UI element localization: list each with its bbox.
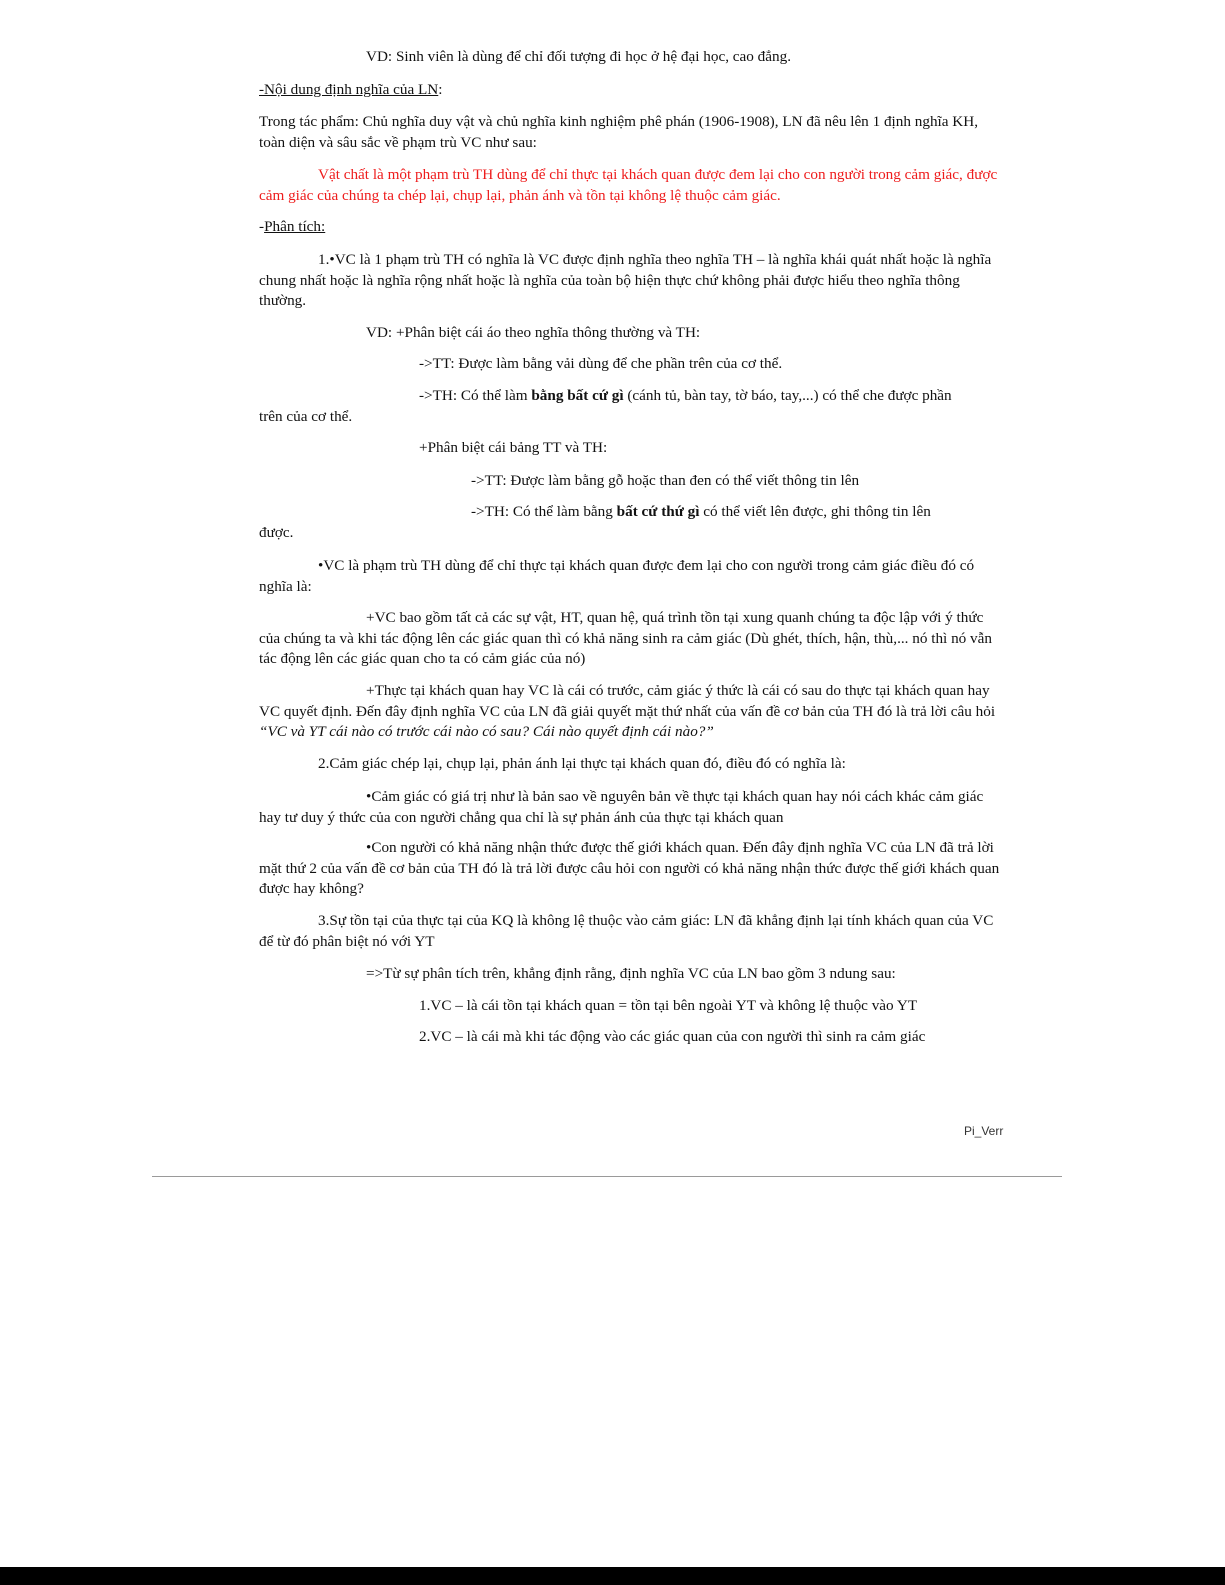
paragraph-copy-of-reality: •Cảm giác có giá trị như là bản sao về nguyên bản về thực tại khách quan hay nói cách khác cảm giác hay tư duy ý thức của con người chẳng qua chỉ là sự phản ánh của thực tại khách quan — [259, 788, 984, 826]
paragraph-conclusion-item-1: 1.VC – là cái tồn tại khách quan = tồn tại bên ngoài YT và không lệ thuộc vào YT — [419, 997, 918, 1014]
paragraph-board-compare: +Phân biệt cái bảng TT và TH: — [419, 439, 608, 456]
paragraph-work-intro: Trong tác phẩm: Chủ nghĩa duy vật và chủ nghĩa kinh nghiệm phê phán (1906-1908), LN đã nêu lên 1 định nghĩa KH, toàn diện và sâu sắc về phạm trù VC như sau: — [259, 113, 979, 151]
board-philosophical-bold: bất cứ thứ gì — [616, 503, 700, 520]
paragraph-board-philosophical — [259, 502, 1004, 543]
heading-analysis-dash: - — [259, 218, 265, 235]
shirt-philosophical-text: ->TH: Có thể làm — [419, 387, 532, 404]
paragraph-conclusion-item-2: 2.VC – là cái mà khi tác động vào các giác quan của con người thì sinh ra cảm giác — [419, 1028, 926, 1045]
document-page — [259, 0, 1004, 1180]
paragraph-point-1: 1.•VC là 1 phạm trù TH có nghĩa là VC được định nghĩa theo nghĩa TH – là nghĩa khái quát nhất hoặc là nghĩa chung nhất hoặc là nghĩa rộng nhất hoặc là nghĩa của toàn bộ hiện thực chứ không phải được hiểu theo nghĩa thông thường. — [259, 251, 992, 309]
paragraph-point-3: 3.Sự tồn tại của thực tại của KQ là không lệ thuộc vào cảm giác: LN đã khẳng định lại tính khách quan của VC để từ đó phân biệt nó với YT — [259, 912, 994, 950]
heading-definition-content — [259, 80, 1004, 101]
paragraph-vc-includes: +VC bao gồm tất cả các sự vật, HT, quan hệ, quá trình tồn tại xung quanh chúng ta độc lập với ý thức của chúng ta và khi tác động lên các giác quan thì có khả năng sinh ra cảm giác (Dù ghét, thích, hận, thù,... nó thì nó vẫn tác động lên các giác quan cho ta có cảm giác của nó) — [259, 609, 992, 667]
shirt-philosophical-continuation: trên của cơ thể. — [259, 407, 353, 425]
paragraph-example-shirt: VD: +Phân biệt cái áo theo nghĩa thông thường và TH: — [366, 324, 701, 341]
paragraph-cognition-ability: •Con người có khả năng nhận thức được thế giới khách quan. Đến đây định nghĩa VC của LN đã trả lời mặt thứ 2 của vấn đề cơ bản của TH đó là trả lời được câu hỏi con người có khả năng nhận thức được thế giới khách quan được hay không? — [259, 839, 1000, 897]
paragraph-objective-reality: •VC là phạm trù TH dùng để chỉ thực tại khách quan được đem lại cho con người trong cảm giác điều đó có nghĩa là: — [259, 557, 975, 595]
reality-first-question: “VC và YT cái nào có trước cái nào có sau? Cái nào quyết định cái nào?” — [259, 723, 714, 740]
paragraph-conclusion: =>Từ sự phân tích trên, khẳng định rằng, định nghĩa VC của LN bao gồm 3 ndung sau: — [366, 965, 896, 982]
paragraph-example-student: VD: Sinh viên là dùng để chỉ đối tượng đi học ở hệ đại học, cao đẳng. — [366, 48, 791, 65]
heading-analysis — [259, 217, 1004, 238]
footer-author: Pi_Verr — [964, 1124, 1004, 1138]
paragraph-reality-first — [259, 681, 1004, 743]
shirt-philosophical-rest: (cánh tủ, bàn tay, tờ báo, tay,...) có thể che được phần — [623, 387, 952, 404]
shirt-philosophical-bold: bằng bất cứ gì — [531, 387, 624, 404]
page-divider — [152, 1176, 1062, 1177]
bottom-bar — [0, 1567, 1225, 1585]
board-philosophical-continuation: được. — [259, 523, 294, 541]
board-philosophical-rest: có thể viết lên được, ghi thông tin lên — [699, 503, 931, 520]
reality-first-text: +Thực tại khách quan hay VC là cái có trước, cảm giác ý thức là cái có sau do thực tại khách quan hay VC quyết định. Đến đây định nghĩa VC của LN đã giải quyết mặt thứ nhất của vấn đề cơ bản của TH đó là trả lời câu hỏi — [259, 682, 996, 720]
paragraph-board-ordinary: ->TT: Được làm bằng gỗ hoặc than đen có thể viết thông tin lên — [471, 472, 860, 489]
board-philosophical-text: ->TH: Có thể làm bằng — [471, 503, 617, 520]
paragraph-shirt-philosophical — [259, 386, 1004, 427]
paragraph-shirt-ordinary: ->TT: Được làm bằng vải dùng để che phần trên của cơ thể. — [419, 355, 783, 372]
heading-analysis-label: Phân tích: — [264, 218, 326, 235]
paragraph-point-2: 2.Cảm giác chép lại, chụp lại, phản ánh lại thực tại khách quan đó, điều đó có nghĩa là: — [318, 755, 846, 772]
paragraph-matter-definition: Vật chất là một phạm trù TH dùng để chỉ thực tại khách quan được đem lại cho con người trong cảm giác, được cảm giác của chúng ta chép lại, chụp lại, phản ánh và tồn tại không lệ thuộc cảm giác. — [259, 166, 998, 204]
heading-definition-content-label: -Nội dung định nghĩa của LN — [259, 81, 439, 98]
heading-colon: : — [438, 81, 443, 98]
